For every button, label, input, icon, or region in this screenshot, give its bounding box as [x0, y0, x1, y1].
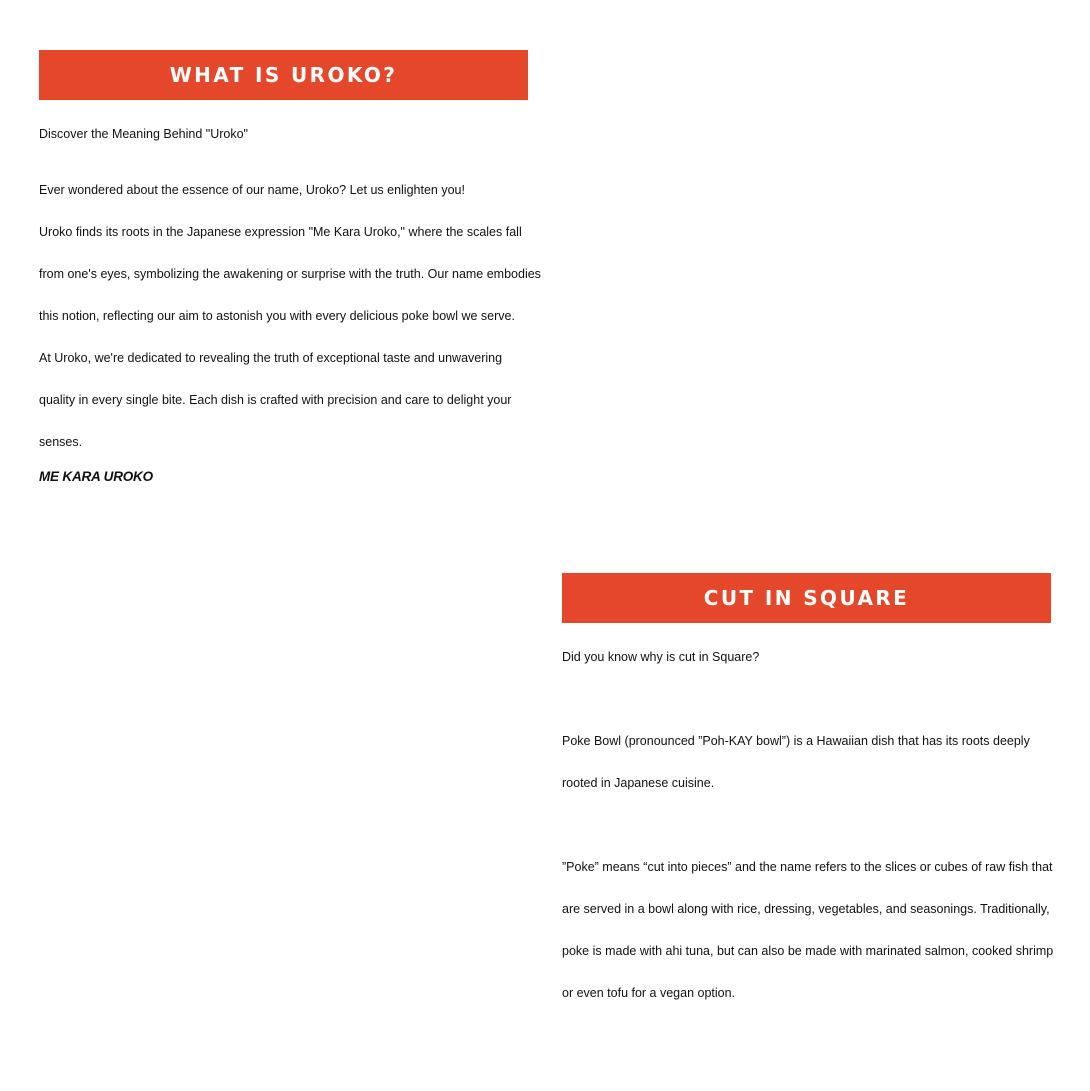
poke-meaning-line: ”Poke” means “cut into pieces” and the name refers to the slices or cubes of raw fish that: [562, 860, 1053, 874]
uroko-line: Uroko finds its roots in the Japanese expression "Me Kara Uroko," where the scales fall: [39, 225, 522, 239]
poke-meaning-line: are served in a bowl along with rice, dressing, vegetables, and seasonings. Traditionally,: [562, 902, 1050, 916]
what-is-uroko-section: [39, 50, 541, 485]
square-subtitle: Did you know why is cut in Square?: [562, 650, 760, 664]
uroko-line: this notion, reflecting our aim to astonish you with every delicious poke bowl we serve.: [39, 309, 515, 323]
poke-bowl-line: rooted in Japanese cuisine.: [562, 776, 715, 790]
uroko-description: [39, 169, 541, 463]
uroko-signature: ME KARA UROKO: [39, 469, 153, 484]
cut-in-square-heading: CUT IN SQUARE: [562, 573, 1051, 623]
poke-bowl-line: Poke Bowl (pronounced ”Poh-KAY bowl”) is a Hawaiian dish that has its roots deeply: [562, 734, 1030, 748]
uroko-line: At Uroko, we're dedicated to revealing the truth of exceptional taste and unwavering: [39, 351, 503, 365]
uroko-line: Ever wondered about the essence of our name, Uroko? Let us enlighten you!: [39, 183, 465, 197]
poke-meaning-line: or even tofu for a vegan option.: [562, 986, 736, 1000]
uroko-line: senses.: [39, 435, 83, 449]
uroko-line: quality in every single bite. Each dish is crafted with precision and care to delight your: [39, 393, 512, 407]
cut-in-square-section: [562, 573, 1054, 1014]
poke-meaning-paragraph: [562, 846, 1054, 1014]
uroko-line: from one's eyes, symbolizing the awakening or surprise with the truth. Our name embodies: [39, 267, 541, 281]
poke-bowl-paragraph: [562, 720, 1051, 804]
poke-meaning-line: poke is made with ahi tuna, but can also be made with marinated salmon, cooked shrimp: [562, 944, 1054, 958]
what-is-uroko-heading: WHAT IS UROKO?: [39, 50, 528, 100]
uroko-subtitle: Discover the Meaning Behind "Uroko": [39, 127, 248, 141]
